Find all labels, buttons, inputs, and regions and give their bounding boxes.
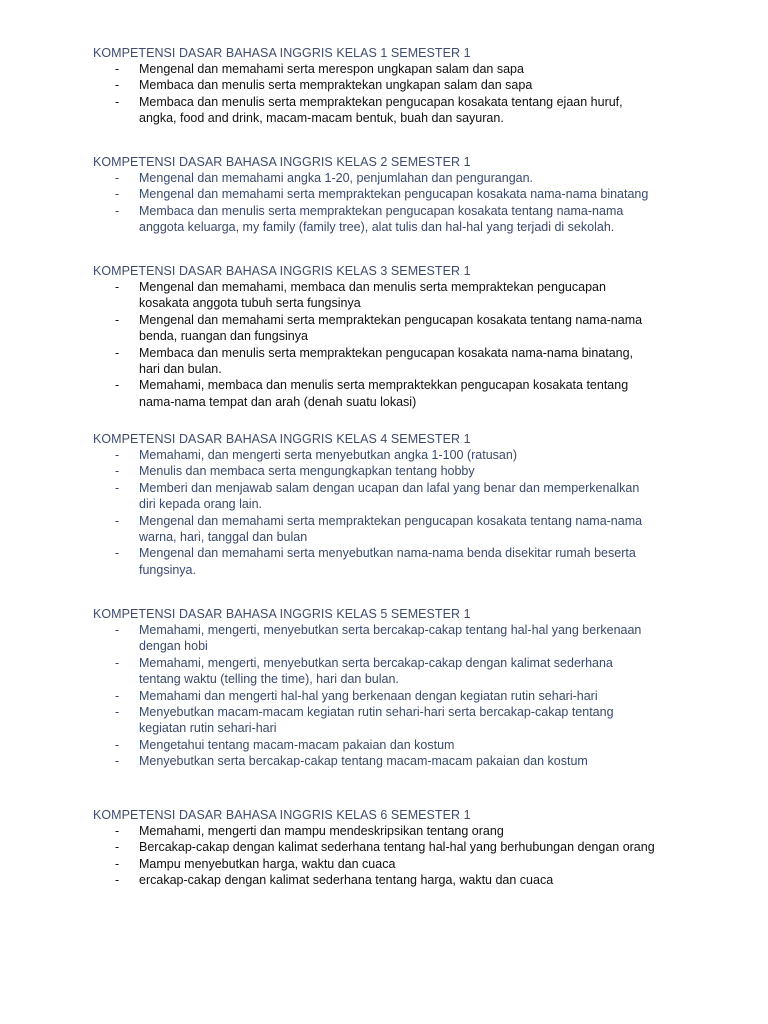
list-item — [93, 345, 713, 378]
item-text: Memahami dan mengerti hal-hal yang berkenaan dengan kegiatan rutin sehari-hari — [139, 688, 598, 703]
list-item — [93, 463, 713, 479]
section-kelas-4 — [93, 431, 713, 578]
bullet: - — [115, 655, 120, 670]
item-text: Membaca dan menulis serta mempraktekan ungkapan salam dan sapa — [139, 78, 533, 93]
item-text: Memahami, mengerti, menyebutkan serta bercakap-cakap dengan kalimat sederhana tentang waktu (telling the time), hari dan bulan. — [139, 655, 613, 687]
list-item — [93, 753, 713, 769]
item-text: Memberi dan menjawab salam dengan ucapan dan lafal yang benar dan memperkenalkan diri kepada orang lain. — [139, 480, 640, 512]
item-text: Memahami, mengerti, menyebutkan serta bercakap-cakap tentang hal-hal yang berkenaan dengan hobi — [139, 623, 642, 654]
list-item — [93, 737, 713, 753]
list-item — [93, 839, 713, 855]
bullet: - — [115, 62, 120, 76]
bullet: - — [115, 94, 120, 109]
bullet: - — [115, 203, 120, 218]
list-item — [93, 704, 713, 737]
bullet: - — [115, 464, 120, 479]
section-title: KOMPETENSI DASAR BAHASA INGGRIS KELAS 3 SEMESTER 1 — [93, 264, 471, 278]
list-item — [93, 872, 713, 888]
item-list — [93, 61, 713, 127]
item-text: Mengenal dan memahami serta mempraktekan pengucapan kosakata tentang nama-nama warna, hari, tanggal dan bulan — [139, 513, 643, 545]
bullet: - — [115, 705, 120, 720]
list-item — [93, 170, 713, 186]
item-text: Mengenal dan memahami serta mempraktekan pengucapan kosakata tentang nama-nama benda, ruangan dan fungsinya — [139, 312, 643, 344]
item-list — [93, 447, 713, 578]
section-title: KOMPETENSI DASAR BAHASA INGGRIS KELAS 4 SEMESTER 1 — [93, 432, 471, 446]
bullet: - — [115, 623, 120, 637]
section-kelas-2 — [93, 154, 713, 236]
item-text: Memahami, membaca dan menulis serta mempraktekkan pengucapan kosakata tentang nama-nama tempat dan arah (denah suatu lokasi) — [139, 378, 629, 409]
item-list — [93, 279, 713, 410]
bullet: - — [115, 873, 120, 888]
bullet: - — [115, 688, 120, 703]
list-item — [93, 312, 713, 345]
item-text: Mengenal dan memahami serta merespon ungkapan salam dan sapa — [139, 62, 524, 76]
section-kelas-3 — [93, 263, 713, 410]
item-text: Membaca dan menulis serta mempraktekan pengucapan kosakata tentang nama-nama anggota keluarga, my family (family tree), alat tulis dan hal-hal yang terjadi di sekolah. — [139, 203, 624, 235]
section-title: KOMPETENSI DASAR BAHASA INGGRIS KELAS 1 SEMESTER 1 — [93, 46, 471, 60]
list-item — [93, 279, 713, 312]
item-text: Menyebutkan macam-macam kegiatan rutin sehari-hari serta bercakap-cakap tentang kegiatan rutin sehari-hari — [139, 705, 614, 736]
bullet: - — [115, 280, 120, 294]
list-item — [93, 61, 713, 77]
bullet: - — [115, 546, 120, 561]
item-text: Mengenal dan memahami serta menyebutkan nama-nama benda disekitar rumah beserta fungsinya. — [139, 546, 636, 577]
section-kelas-5 — [93, 606, 713, 770]
bullet: - — [115, 187, 120, 202]
section-title: KOMPETENSI DASAR BAHASA INGGRIS KELAS 6 SEMESTER 1 — [93, 808, 471, 822]
item-text: Menulis dan membaca serta mengungkapkan tentang hobby — [139, 464, 475, 479]
list-item — [93, 77, 713, 93]
list-item — [93, 545, 713, 578]
bullet: - — [115, 448, 120, 462]
item-text: Mengetahui tentang macam-macam pakaian dan kostum — [139, 737, 455, 752]
list-item — [93, 688, 713, 704]
list-item — [93, 186, 713, 202]
item-text: Mengenal dan memahami, membaca dan menulis serta mempraktekan pengucapan kosakata anggota tubuh serta fungsinya — [139, 280, 606, 311]
list-item — [93, 203, 713, 236]
list-item — [93, 94, 713, 127]
list-item — [93, 377, 713, 410]
item-text: Menyebutkan serta bercakap-cakap tentang macam-macam pakaian dan kostum — [139, 754, 588, 769]
section-title: KOMPETENSI DASAR BAHASA INGGRIS KELAS 5 SEMESTER 1 — [93, 607, 471, 621]
list-item — [93, 655, 713, 688]
item-text: ercakap-cakap dengan kalimat sederhana tentang harga, waktu dan cuaca — [139, 873, 554, 888]
bullet: - — [115, 345, 120, 360]
item-text: Memahami, mengerti dan mampu mendeskripsikan tentang orang — [139, 824, 504, 838]
bullet: - — [115, 824, 120, 838]
bullet: - — [115, 378, 120, 393]
bullet: - — [115, 312, 120, 327]
item-list — [93, 622, 713, 770]
section-kelas-6 — [93, 807, 713, 889]
item-text: Mampu menyebutkan harga, waktu dan cuaca — [139, 856, 396, 871]
bullet: - — [115, 840, 120, 855]
item-text: Bercakap-cakap dengan kalimat sederhana tentang hal-hal yang berhubungan dengan orang — [139, 840, 655, 855]
bullet: - — [115, 78, 120, 93]
item-text: Membaca dan menulis serta mempraktekan pengucapan kosakata tentang ejaan huruf, angka, food and drink, macam-macam bentuk, buah dan sayuran. — [139, 94, 623, 126]
bullet: - — [115, 513, 120, 528]
bullet: - — [115, 480, 120, 495]
bullet: - — [115, 737, 120, 752]
bullet: - — [115, 171, 120, 185]
item-text: Memahami, dan mengerti serta menyebutkan angka 1-100 (ratusan) — [139, 448, 517, 462]
item-text: Mengenal dan memahami angka 1-20, penjumlahan dan pengurangan. — [139, 171, 534, 185]
list-item — [93, 480, 713, 513]
section-kelas-1 — [93, 45, 713, 127]
item-text: Membaca dan menulis serta mempraktekan pengucapan kosakata nama-nama binatang, hari dan bulan. — [139, 345, 634, 377]
list-item — [93, 823, 713, 839]
list-item — [93, 513, 713, 546]
list-item — [93, 856, 713, 872]
bullet: - — [115, 754, 120, 769]
list-item — [93, 447, 713, 463]
item-list — [93, 170, 713, 236]
item-list — [93, 823, 713, 889]
bullet: - — [115, 856, 120, 871]
item-text: Mengenal dan memahami serta mempraktekan pengucapan kosakata nama-nama binatang — [139, 187, 649, 202]
section-title: KOMPETENSI DASAR BAHASA INGGRIS KELAS 2 SEMESTER 1 — [93, 155, 471, 169]
list-item — [93, 622, 713, 655]
